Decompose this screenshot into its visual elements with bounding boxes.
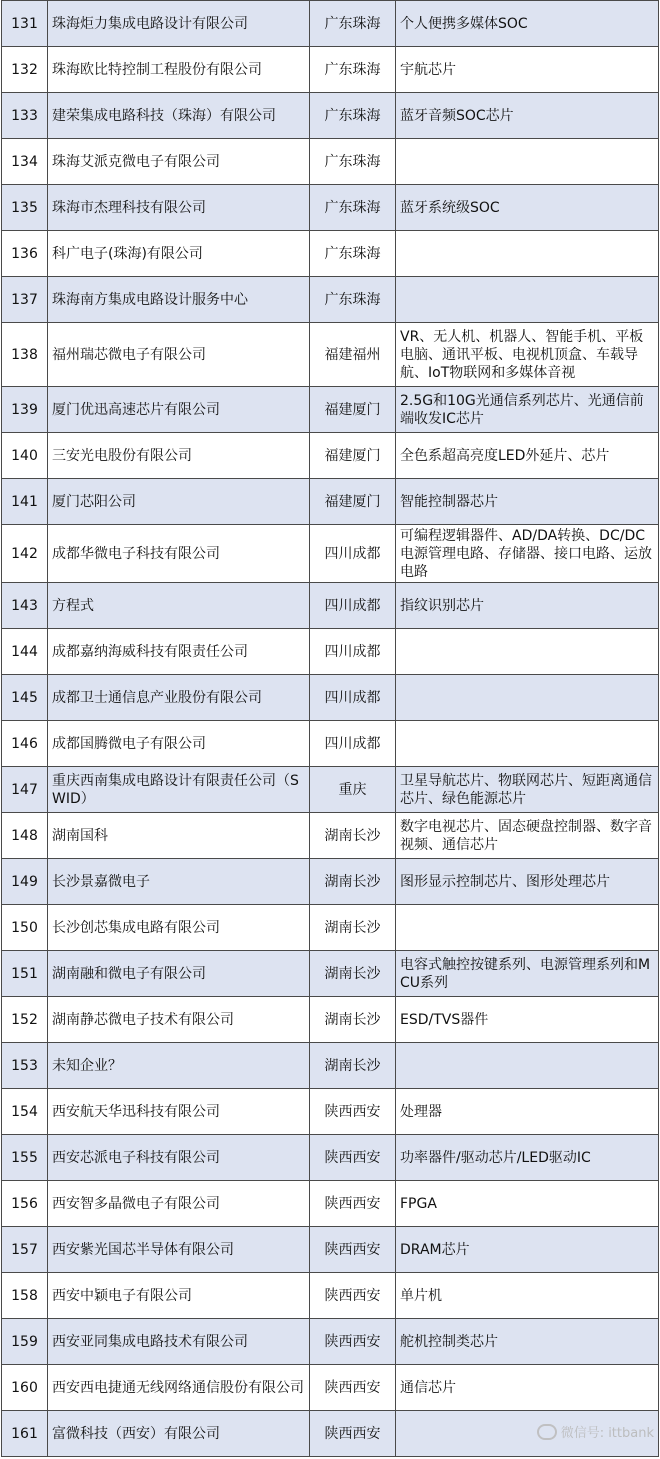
row-number-text: 140 xyxy=(11,447,38,464)
table-row xyxy=(2,1089,659,1135)
row-number-text: 148 xyxy=(11,827,38,844)
row-number xyxy=(2,767,48,813)
location xyxy=(310,185,396,231)
company-name-text: 珠海市杰理科技有限公司 xyxy=(52,199,206,216)
location xyxy=(310,1227,396,1273)
product xyxy=(396,1181,659,1227)
table-row xyxy=(2,1,659,47)
product xyxy=(396,323,659,387)
row-number-text: 157 xyxy=(11,1241,38,1258)
product xyxy=(396,525,659,583)
table-row xyxy=(2,93,659,139)
location-text: 湖南长沙 xyxy=(324,919,381,936)
company-name xyxy=(48,629,310,675)
row-number-text: 139 xyxy=(11,401,38,418)
table-row xyxy=(2,583,659,629)
product xyxy=(396,905,659,951)
product xyxy=(396,859,659,905)
company-name xyxy=(48,323,310,387)
table-row xyxy=(2,675,659,721)
table-row xyxy=(2,1227,659,1273)
location xyxy=(310,479,396,525)
row-number-text: 146 xyxy=(11,735,38,752)
product xyxy=(396,675,659,721)
product xyxy=(396,1089,659,1135)
company-name xyxy=(48,675,310,721)
product-text: 单片机 xyxy=(400,1287,442,1304)
company-name-text: 富微科技（西安）有限公司 xyxy=(52,1425,220,1442)
company-name-text: 西安航天华迅科技有限公司 xyxy=(52,1103,220,1120)
product-text: 处理器 xyxy=(400,1103,442,1120)
company-name xyxy=(48,433,310,479)
company-name-text: 福州瑞芯微电子有限公司 xyxy=(52,346,206,363)
company-name xyxy=(48,905,310,951)
row-number-text: 138 xyxy=(11,346,38,363)
product-text: 图形显示控制芯片、图形处理芯片 xyxy=(400,873,610,890)
company-name-text: 厦门芯阳公司 xyxy=(52,493,136,510)
product-text: 个人便携多媒体SOC xyxy=(400,15,528,32)
location xyxy=(310,813,396,859)
row-number-text: 156 xyxy=(11,1195,38,1212)
product-text: 电容式触控按键系列、电源管理系列和MCU系列 xyxy=(400,956,651,991)
company-name-text: 建荣集成电路科技（珠海）有限公司 xyxy=(52,107,276,124)
product xyxy=(396,479,659,525)
table-row xyxy=(2,1043,659,1089)
company-name-text: 长沙景嘉微电子 xyxy=(52,873,150,890)
product xyxy=(396,629,659,675)
company-name-text: 西安智多晶微电子有限公司 xyxy=(52,1195,220,1212)
company-name-text: 厦门优迅高速芯片有限公司 xyxy=(52,401,220,418)
product xyxy=(396,767,659,813)
watermark xyxy=(537,1422,654,1441)
row-number-text: 160 xyxy=(11,1379,38,1396)
company-name xyxy=(48,1411,310,1457)
row-number-text: 132 xyxy=(11,61,38,78)
row-number-text: 151 xyxy=(11,965,38,982)
company-name-text: 方程式 xyxy=(52,597,94,614)
product xyxy=(396,47,659,93)
location-text: 陕西西安 xyxy=(324,1425,381,1442)
company-name-text: 成都华微电子科技有限公司 xyxy=(52,545,220,562)
company-name xyxy=(48,813,310,859)
product xyxy=(396,583,659,629)
row-number xyxy=(2,997,48,1043)
company-name xyxy=(48,1365,310,1411)
row-number xyxy=(2,139,48,185)
product-text: 蓝牙音频SOC芯片 xyxy=(400,107,514,124)
company-name xyxy=(48,1273,310,1319)
product-text: 舵机控制类芯片 xyxy=(400,1333,498,1350)
company-name-text: 西安中颖电子有限公司 xyxy=(52,1287,192,1304)
company-name-text: 珠海南方集成电路设计服务中心 xyxy=(52,291,248,308)
table-row xyxy=(2,1365,659,1411)
company-name xyxy=(48,185,310,231)
company-name xyxy=(48,1135,310,1181)
product-text: 全色系超高亮度LED外延片、芯片 xyxy=(400,447,610,464)
row-number xyxy=(2,675,48,721)
row-number xyxy=(2,1,48,47)
table-row xyxy=(2,1273,659,1319)
location xyxy=(310,629,396,675)
row-number xyxy=(2,813,48,859)
table-row xyxy=(2,905,659,951)
company-name-text: 西安紫光国芯半导体有限公司 xyxy=(52,1241,234,1258)
location-text: 湖南长沙 xyxy=(324,1011,381,1028)
location-text: 湖南长沙 xyxy=(324,965,381,982)
product-text: 宇航芯片 xyxy=(400,61,456,78)
row-number xyxy=(2,93,48,139)
location-text: 福建福州 xyxy=(324,346,381,363)
product xyxy=(396,139,659,185)
location-text: 广东珠海 xyxy=(324,199,381,216)
table-row xyxy=(2,813,659,859)
company-name xyxy=(48,231,310,277)
row-number-text: 161 xyxy=(11,1425,38,1442)
location xyxy=(310,139,396,185)
location xyxy=(310,1273,396,1319)
table-body xyxy=(2,1,659,1457)
row-number xyxy=(2,1411,48,1457)
row-number-text: 145 xyxy=(11,689,38,706)
location xyxy=(310,767,396,813)
table-row xyxy=(2,859,659,905)
company-name xyxy=(48,859,310,905)
location-text: 陕西西安 xyxy=(324,1287,381,1304)
row-number xyxy=(2,525,48,583)
location xyxy=(310,387,396,433)
row-number xyxy=(2,583,48,629)
row-number xyxy=(2,185,48,231)
row-number-text: 134 xyxy=(11,153,38,170)
location-text: 湖南长沙 xyxy=(324,873,381,890)
row-number xyxy=(2,231,48,277)
row-number xyxy=(2,629,48,675)
product-text: 可编程逻辑器件、AD/DA转换、DC/DC电源管理电路、存储器、接口电路、运放电路 xyxy=(400,527,652,580)
row-number-text: 133 xyxy=(11,107,38,124)
company-name-text: 成都卫士通信息产业股份有限公司 xyxy=(52,689,262,706)
product-text: FPGA xyxy=(400,1195,437,1212)
row-number-text: 135 xyxy=(11,199,38,216)
location-text: 陕西西安 xyxy=(324,1241,381,1258)
product xyxy=(396,1273,659,1319)
location-text: 四川成都 xyxy=(324,597,381,614)
company-table xyxy=(1,0,659,1457)
table-row xyxy=(2,629,659,675)
company-name xyxy=(48,1181,310,1227)
product xyxy=(396,1043,659,1089)
product xyxy=(396,387,659,433)
location-text: 陕西西安 xyxy=(324,1103,381,1120)
company-name xyxy=(48,93,310,139)
row-number xyxy=(2,951,48,997)
product xyxy=(396,997,659,1043)
row-number-text: 137 xyxy=(11,291,38,308)
row-number-text: 149 xyxy=(11,873,38,890)
location-text: 四川成都 xyxy=(324,689,381,706)
company-name xyxy=(48,1089,310,1135)
company-name xyxy=(48,583,310,629)
row-number xyxy=(2,905,48,951)
table-row xyxy=(2,387,659,433)
row-number xyxy=(2,1319,48,1365)
location xyxy=(310,525,396,583)
row-number-text: 159 xyxy=(11,1333,38,1350)
company-name-text: 重庆西南集成电路设计有限责任公司（SWID） xyxy=(52,772,299,807)
row-number xyxy=(2,1089,48,1135)
row-number xyxy=(2,859,48,905)
table-row xyxy=(2,185,659,231)
row-number xyxy=(2,1227,48,1273)
table-row xyxy=(2,231,659,277)
row-number-text: 154 xyxy=(11,1103,38,1120)
location-text: 四川成都 xyxy=(324,735,381,752)
company-name-text: 珠海欧比特控制工程股份有限公司 xyxy=(52,61,262,78)
company-name xyxy=(48,1,310,47)
location-text: 福建厦门 xyxy=(324,401,381,418)
location xyxy=(310,859,396,905)
location xyxy=(310,583,396,629)
location xyxy=(310,47,396,93)
location-text: 陕西西安 xyxy=(324,1195,381,1212)
table-row xyxy=(2,479,659,525)
row-number xyxy=(2,1135,48,1181)
company-name-text: 科广电子(珠海)有限公司 xyxy=(52,245,203,262)
product xyxy=(396,1365,659,1411)
row-number xyxy=(2,47,48,93)
company-name-text: 西安芯派电子科技有限公司 xyxy=(52,1149,220,1166)
location-text: 广东珠海 xyxy=(324,245,381,262)
row-number-text: 131 xyxy=(11,15,38,32)
row-number-text: 141 xyxy=(11,493,38,510)
company-name xyxy=(48,721,310,767)
table-row xyxy=(2,277,659,323)
table-row xyxy=(2,951,659,997)
company-name xyxy=(48,277,310,323)
row-number xyxy=(2,1273,48,1319)
location xyxy=(310,277,396,323)
product-text: VR、无人机、机器人、智能手机、平板电脑、通讯平板、电视机顶盒、车载导航、IoT物联网和多媒体音视 xyxy=(400,328,644,381)
location xyxy=(310,93,396,139)
table-row xyxy=(2,997,659,1043)
company-name xyxy=(48,767,310,813)
location xyxy=(310,1181,396,1227)
location xyxy=(310,997,396,1043)
product xyxy=(396,277,659,323)
company-name xyxy=(48,997,310,1043)
location-text: 陕西西安 xyxy=(324,1333,381,1350)
company-name-text: 湖南融和微电子有限公司 xyxy=(52,965,206,982)
row-number xyxy=(2,277,48,323)
company-name-text: 成都嘉纳海威科技有限责任公司 xyxy=(52,643,248,660)
row-number xyxy=(2,387,48,433)
location-text: 四川成都 xyxy=(324,545,381,562)
location xyxy=(310,1089,396,1135)
table-row xyxy=(2,525,659,583)
company-name xyxy=(48,951,310,997)
location xyxy=(310,323,396,387)
product xyxy=(396,1,659,47)
location xyxy=(310,721,396,767)
table-row xyxy=(2,721,659,767)
row-number-text: 152 xyxy=(11,1011,38,1028)
location-text: 湖南长沙 xyxy=(324,1057,381,1074)
row-number xyxy=(2,1043,48,1089)
location xyxy=(310,231,396,277)
location-text: 福建厦门 xyxy=(324,493,381,510)
table-row xyxy=(2,1135,659,1181)
row-number xyxy=(2,1365,48,1411)
table-row xyxy=(2,323,659,387)
product-text: ESD/TVS器件 xyxy=(400,1011,489,1028)
product xyxy=(396,185,659,231)
product-text: 卫星导航芯片、物联网芯片、短距离通信芯片、绿色能源芯片 xyxy=(400,772,652,807)
table-row xyxy=(2,1319,659,1365)
row-number-text: 142 xyxy=(11,545,38,562)
company-name xyxy=(48,1043,310,1089)
location xyxy=(310,1,396,47)
table-row xyxy=(2,47,659,93)
location xyxy=(310,1135,396,1181)
location xyxy=(310,905,396,951)
table-row xyxy=(2,433,659,479)
product-text: 通信芯片 xyxy=(400,1379,456,1396)
company-name xyxy=(48,1319,310,1365)
product xyxy=(396,1227,659,1273)
row-number-text: 147 xyxy=(11,781,38,798)
location xyxy=(310,1043,396,1089)
location-text: 广东珠海 xyxy=(324,153,381,170)
product xyxy=(396,93,659,139)
product xyxy=(396,433,659,479)
company-name xyxy=(48,479,310,525)
company-name-text: 珠海艾派克微电子有限公司 xyxy=(52,153,220,170)
location-text: 广东珠海 xyxy=(324,15,381,32)
location xyxy=(310,951,396,997)
row-number xyxy=(2,721,48,767)
company-name xyxy=(48,525,310,583)
company-name-text: 未知企业？ xyxy=(52,1057,122,1074)
product-text: 指纹识别芯片 xyxy=(400,597,484,614)
row-number-text: 136 xyxy=(11,245,38,262)
company-name-text: 湖南静芯微电子技术有限公司 xyxy=(52,1011,234,1028)
location-text: 陕西西安 xyxy=(324,1149,381,1166)
location xyxy=(310,433,396,479)
location-text: 重庆 xyxy=(338,781,367,798)
row-number-text: 155 xyxy=(11,1149,38,1166)
company-name-text: 湖南国科 xyxy=(52,827,108,844)
product-text: DRAM芯片 xyxy=(400,1241,470,1258)
table-row xyxy=(2,1181,659,1227)
location-text: 湖南长沙 xyxy=(324,827,381,844)
row-number-text: 144 xyxy=(11,643,38,660)
table-row xyxy=(2,767,659,813)
row-number-text: 153 xyxy=(11,1057,38,1074)
company-name-text: 西安西电捷通无线网络通信股份有限公司 xyxy=(52,1379,304,1396)
row-number xyxy=(2,479,48,525)
company-name xyxy=(48,387,310,433)
product-text: 数字电视芯片、固态硬盘控制器、数字音视频、通信芯片 xyxy=(400,818,652,853)
product xyxy=(396,1319,659,1365)
product xyxy=(396,813,659,859)
product xyxy=(396,1135,659,1181)
product-text: 智能控制器芯片 xyxy=(400,493,498,510)
row-number xyxy=(2,433,48,479)
location-text: 广东珠海 xyxy=(324,107,381,124)
watermark-text: 微信号: ittbank xyxy=(560,1426,654,1441)
row-number-text: 150 xyxy=(11,919,38,936)
company-name-text: 三安光电股份有限公司 xyxy=(52,447,192,464)
location-text: 福建厦门 xyxy=(324,447,381,464)
company-name-text: 长沙创芯集成电路有限公司 xyxy=(52,919,220,936)
location xyxy=(310,1319,396,1365)
row-number xyxy=(2,1181,48,1227)
row-number xyxy=(2,323,48,387)
product-text: 蓝牙系统级SOC xyxy=(400,199,500,216)
company-name xyxy=(48,1227,310,1273)
product-text: 功率器件/驱动芯片/LED驱动IC xyxy=(400,1149,591,1166)
company-name-text: 珠海炬力集成电路设计有限公司 xyxy=(52,15,248,32)
company-name xyxy=(48,47,310,93)
wechat-icon xyxy=(537,1424,557,1440)
company-name xyxy=(48,139,310,185)
company-name-text: 西安亚同集成电路技术有限公司 xyxy=(52,1333,248,1350)
location-text: 广东珠海 xyxy=(324,291,381,308)
location xyxy=(310,675,396,721)
row-number-text: 143 xyxy=(11,597,38,614)
product xyxy=(396,721,659,767)
company-name-text: 成都国腾微电子有限公司 xyxy=(52,735,206,752)
location-text: 广东珠海 xyxy=(324,61,381,78)
product xyxy=(396,231,659,277)
location-text: 陕西西安 xyxy=(324,1379,381,1396)
location-text: 四川成都 xyxy=(324,643,381,660)
location xyxy=(310,1365,396,1411)
product xyxy=(396,951,659,997)
location xyxy=(310,1411,396,1457)
table-row xyxy=(2,139,659,185)
product-text: 2.5G和10G光通信系列芯片、光通信前端收发IC芯片 xyxy=(400,392,644,427)
row-number-text: 158 xyxy=(11,1287,38,1304)
